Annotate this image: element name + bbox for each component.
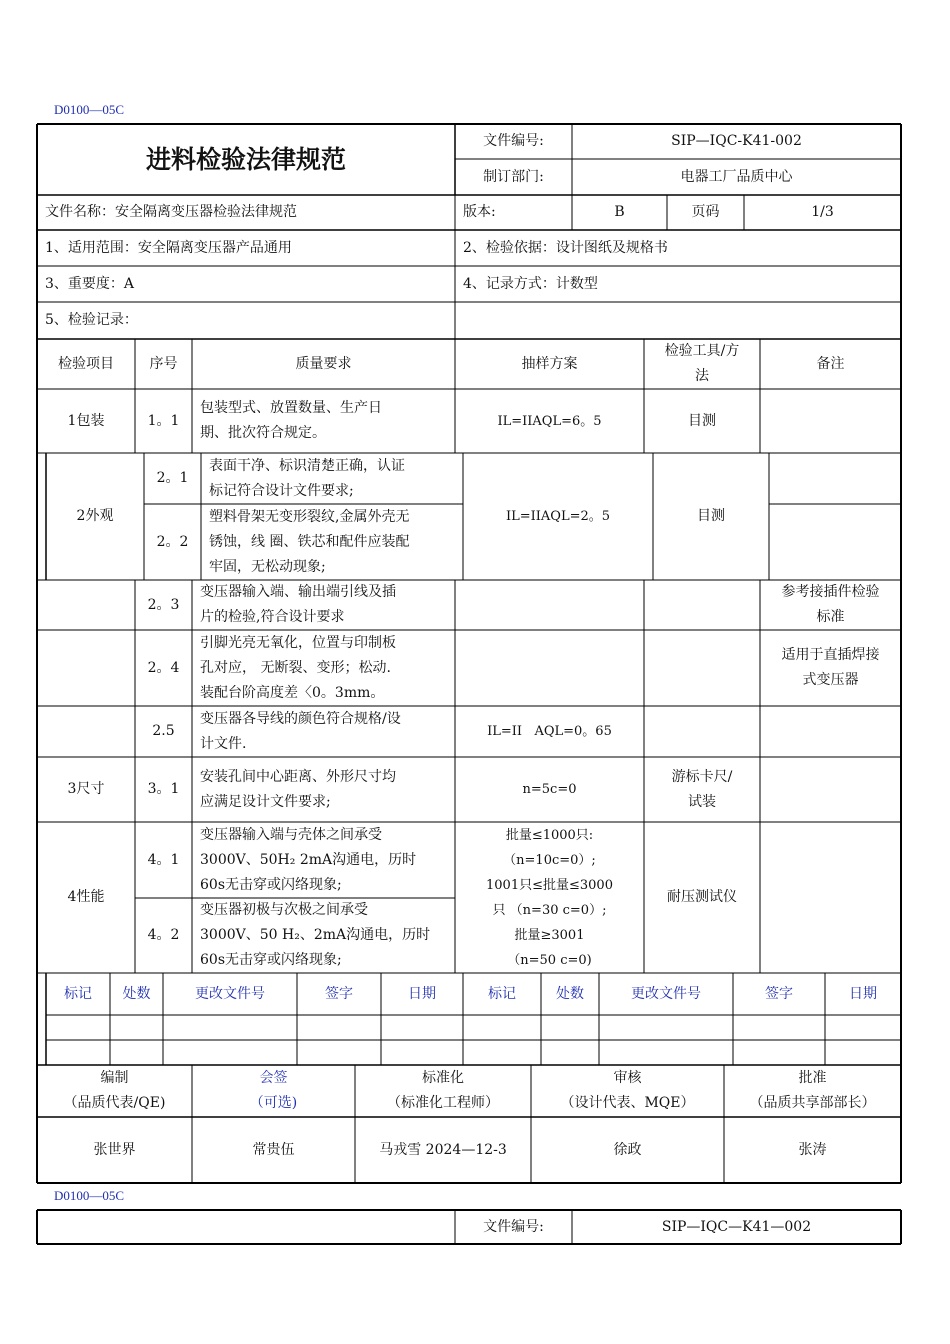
file-no-label: 文件编号: xyxy=(483,133,544,149)
requirement-text: 包装型式、放置数量、生产日 期、批次符合规定。 xyxy=(200,400,382,441)
header-sampling: 抽样方案 xyxy=(521,355,578,372)
version-value: B xyxy=(614,204,625,220)
rev-sign-header: 签字 xyxy=(325,985,353,1002)
approve-label: 批准 （品质共享部部长） xyxy=(749,1070,876,1111)
inspection-record: 5、检验记录： xyxy=(45,312,138,328)
row-no: 2。2 xyxy=(156,533,189,550)
inspection-tool: 目测 xyxy=(688,412,716,429)
file-no: SIP—IQC-K41-002 xyxy=(671,133,802,149)
sampling-plan: IL=II AQL=0。65 xyxy=(487,724,612,739)
file-no-label: 文件编号: xyxy=(483,1218,544,1235)
page-label: 页码 xyxy=(691,204,720,220)
rev-date-header: 日期 xyxy=(849,985,877,1002)
requirement-text: 塑料骨架无变形裂纹,金属外壳无 锈蚀，线 圈、铁芯和配件应装配 牢固，无松动现象; xyxy=(209,508,410,575)
inspection-tool: 游标卡尺/ 试装 xyxy=(671,768,733,810)
row-no: 3。1 xyxy=(147,781,180,797)
dept-label: 制订部门: xyxy=(483,168,544,185)
requirement-text: 变压器输入端与壳体之间承受 3000V、50H₂ 2mA沟通电，历时 60s无击穿或闪络现象; xyxy=(200,826,417,893)
requirement-text: 表面干净、标识清楚正确，认证 标记符合设计文件要求; xyxy=(209,457,405,499)
review-label: 审核 （设计代表、MQE） xyxy=(560,1070,695,1111)
rev-count-header: 处数 xyxy=(122,985,151,1002)
row-no: 4。1 xyxy=(147,851,180,868)
sampling-plan: n=5c=0 xyxy=(522,782,577,797)
doc-code: D0100—05C xyxy=(54,1188,125,1203)
header-remark: 备注 xyxy=(816,355,845,372)
remark-text: 适用于直插焊接 式变压器 xyxy=(781,647,880,688)
rev-docno-header: 更改文件号 xyxy=(631,985,701,1002)
scope: 1、适用范围：安全隔离变压器产品通用 xyxy=(45,239,292,256)
header-no: 序号 xyxy=(149,355,178,372)
prepared-by-label: 编制 （品质代表/QE) xyxy=(63,1070,166,1111)
requirement-text: 引脚光亮无氧化，位置与印制板 孔对应， 无断裂、变形；松动. 装配台阶高度差〈0。3mm。 xyxy=(200,634,396,701)
item-packaging: 1包装 xyxy=(67,412,105,429)
version-label: 版本: xyxy=(463,204,496,220)
importance: 3、重要度：A xyxy=(45,275,135,292)
requirement-text: 变压器输入端、输出端引线及插 片的检验,符合设计要求 xyxy=(200,584,396,625)
requirement-text: 变压器各导线的颜色符合规格/设 计文件. xyxy=(200,710,401,752)
row-no: 2。1 xyxy=(156,470,189,486)
item-appearance: 2外观 xyxy=(76,508,114,524)
header-item: 检验项目 xyxy=(58,355,114,372)
rev-date-header: 日期 xyxy=(408,985,436,1002)
countersign-label: 会签 （可选) xyxy=(249,1070,298,1111)
sampling-plan: 批量≤1000只: （n=10c=0）; 1001只≤批量≤3000 只 （n=30 c=0）; 批量≥3001 （n=50 c=0) xyxy=(486,827,613,968)
rev-mark-header: 标记 xyxy=(488,985,516,1002)
remark-text: 参考接插件检验 标准 xyxy=(781,584,880,625)
requirement-text: 变压器初极与次极之间承受 3000V、50 H₂、2mA沟通电，历时 60s无击穿或闪络现象; xyxy=(200,902,431,968)
item-performance: 4性能 xyxy=(67,889,105,905)
rev-docno-header: 更改文件号 xyxy=(195,985,265,1002)
row-no: 2.5 xyxy=(152,723,175,739)
countersign-name: 常贵伍 xyxy=(252,1141,295,1158)
prepared-by-name: 张世界 xyxy=(93,1141,136,1158)
record-method: 4、记录方式：计数型 xyxy=(463,275,598,292)
page-title: 进料检验法律规范 xyxy=(145,145,346,174)
header-requirement: 质量要求 xyxy=(295,355,352,372)
dept-value: 电器工厂品质中心 xyxy=(680,168,793,185)
doc-code: D0100—05C xyxy=(54,102,125,117)
approve-name: 张涛 xyxy=(798,1141,827,1158)
row-no: 1。1 xyxy=(147,412,180,429)
row-no: 2。4 xyxy=(147,659,180,676)
inspection-tool: 目测 xyxy=(697,508,725,524)
file-no: SIP—IQC—K41—002 xyxy=(661,1218,812,1235)
sampling-plan: IL=IIAQL=2。5 xyxy=(505,509,611,524)
review-name: 徐政 xyxy=(613,1141,642,1158)
page-value: 1/3 xyxy=(811,204,834,220)
row-no: 2。3 xyxy=(147,596,180,613)
requirement-text: 安装孔间中心距离、外形尺寸均 应满足设计文件要求; xyxy=(200,768,396,810)
inspection-tool: 耐压测试仪 xyxy=(667,889,737,905)
file-name: 文件名称：安全隔离变压器检验法律规范 xyxy=(45,204,297,220)
row-no: 4。2 xyxy=(147,927,180,943)
standardization-label: 标准化 （标准化工程师） xyxy=(387,1070,499,1111)
rev-mark-header: 标记 xyxy=(64,985,92,1002)
item-dimension: 3尺寸 xyxy=(67,781,105,797)
basis: 2、检验依据：设计图纸及规格书 xyxy=(463,239,668,256)
rev-count-header: 处数 xyxy=(556,985,584,1002)
sampling-plan: IL=IIAQL=6。5 xyxy=(497,413,602,429)
header-tool: 检验工具/方 法 xyxy=(664,343,740,384)
rev-sign-header: 签字 xyxy=(765,985,793,1002)
standardization-name: 马戎雪 2024—12-3 xyxy=(379,1141,507,1158)
